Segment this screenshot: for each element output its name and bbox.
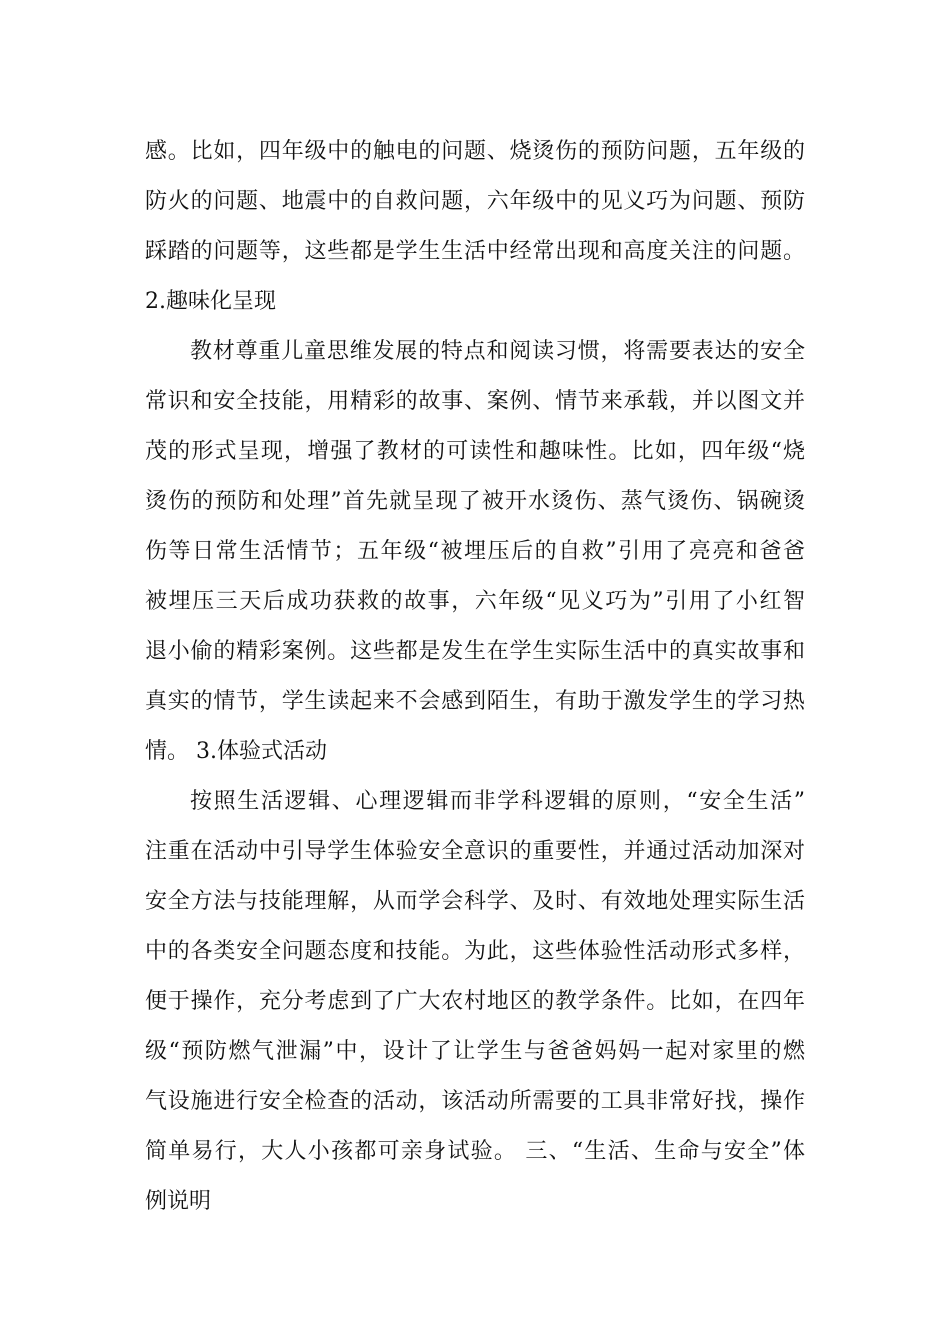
text-line-8: 烫伤的预防和处理”首先就呈现了被开水烫伤、蒸气烫伤、锅碗烫 (145, 489, 805, 514)
text-line-21: 简单易行，大人小孩都可亲身试验。 三、“生活、生命与安全”体 (145, 1139, 805, 1164)
text-line-18: 便于操作，充分考虑到了广大农村地区的教学条件。比如，在四年 (145, 989, 805, 1014)
text-line-17: 中的各类安全问题态度和技能。为此，这些体验性活动形式多样， (145, 939, 805, 964)
text-line-2: 防火的问题、地震中的自救问题，六年级中的见义巧为问题、预防 (145, 189, 805, 214)
text-line-11: 退小偷的精彩案例。这些都是发生在学生实际生活中的真实故事和 (145, 639, 805, 664)
text-line-10: 被埋压三天后成功获救的故事，六年级“见义巧为”引用了小红智 (145, 589, 805, 614)
text-line-15: 注重在活动中引导学生体验安全意识的重要性，并通过活动加深对 (145, 839, 805, 864)
text-line-7: 茂的形式呈现，增强了教材的可读性和趣味性。比如，四年级“烧 (145, 439, 805, 464)
text-line-6: 常识和安全技能，用精彩的故事、案例、情节来承载，并以图文并 (145, 389, 805, 414)
text-line-3: 踩踏的问题等，这些都是学生生活中经常出现和高度关注的问题。 (145, 239, 805, 264)
text-line-12: 真实的情节，学生读起来不会感到陌生，有助于激发学生的学习热 (145, 689, 805, 714)
text-line-5: 教材尊重儿童思维发展的特点和阅读习惯，将需要表达的安全 (190, 339, 805, 364)
text-line-1: 感。比如，四年级中的触电的问题、烧烫伤的预防问题，五年级的 (145, 139, 805, 164)
text-line-14: 按照生活逻辑、心理逻辑而非学科逻辑的原则，“安全生活” (190, 789, 805, 814)
text-line-20: 气设施进行安全检查的活动，该活动所需要的工具非常好找，操作 (145, 1089, 805, 1114)
text-line-22: 例说明 (145, 1189, 212, 1214)
section-heading-2: 2.趣味化呈现 (145, 289, 276, 314)
text-line-16: 安全方法与技能理解，从而学会科学、及时、有效地处理实际生活 (145, 889, 805, 914)
text-line-9: 伤等日常生活情节；五年级“被埋压后的自救”引用了亮亮和爸爸 (145, 539, 805, 564)
text-line-19: 级“预防燃气泄漏”中，设计了让学生与爸爸妈妈一起对家里的燃 (145, 1039, 805, 1064)
text-line-13: 情。 3.体验式活动 (145, 739, 327, 764)
